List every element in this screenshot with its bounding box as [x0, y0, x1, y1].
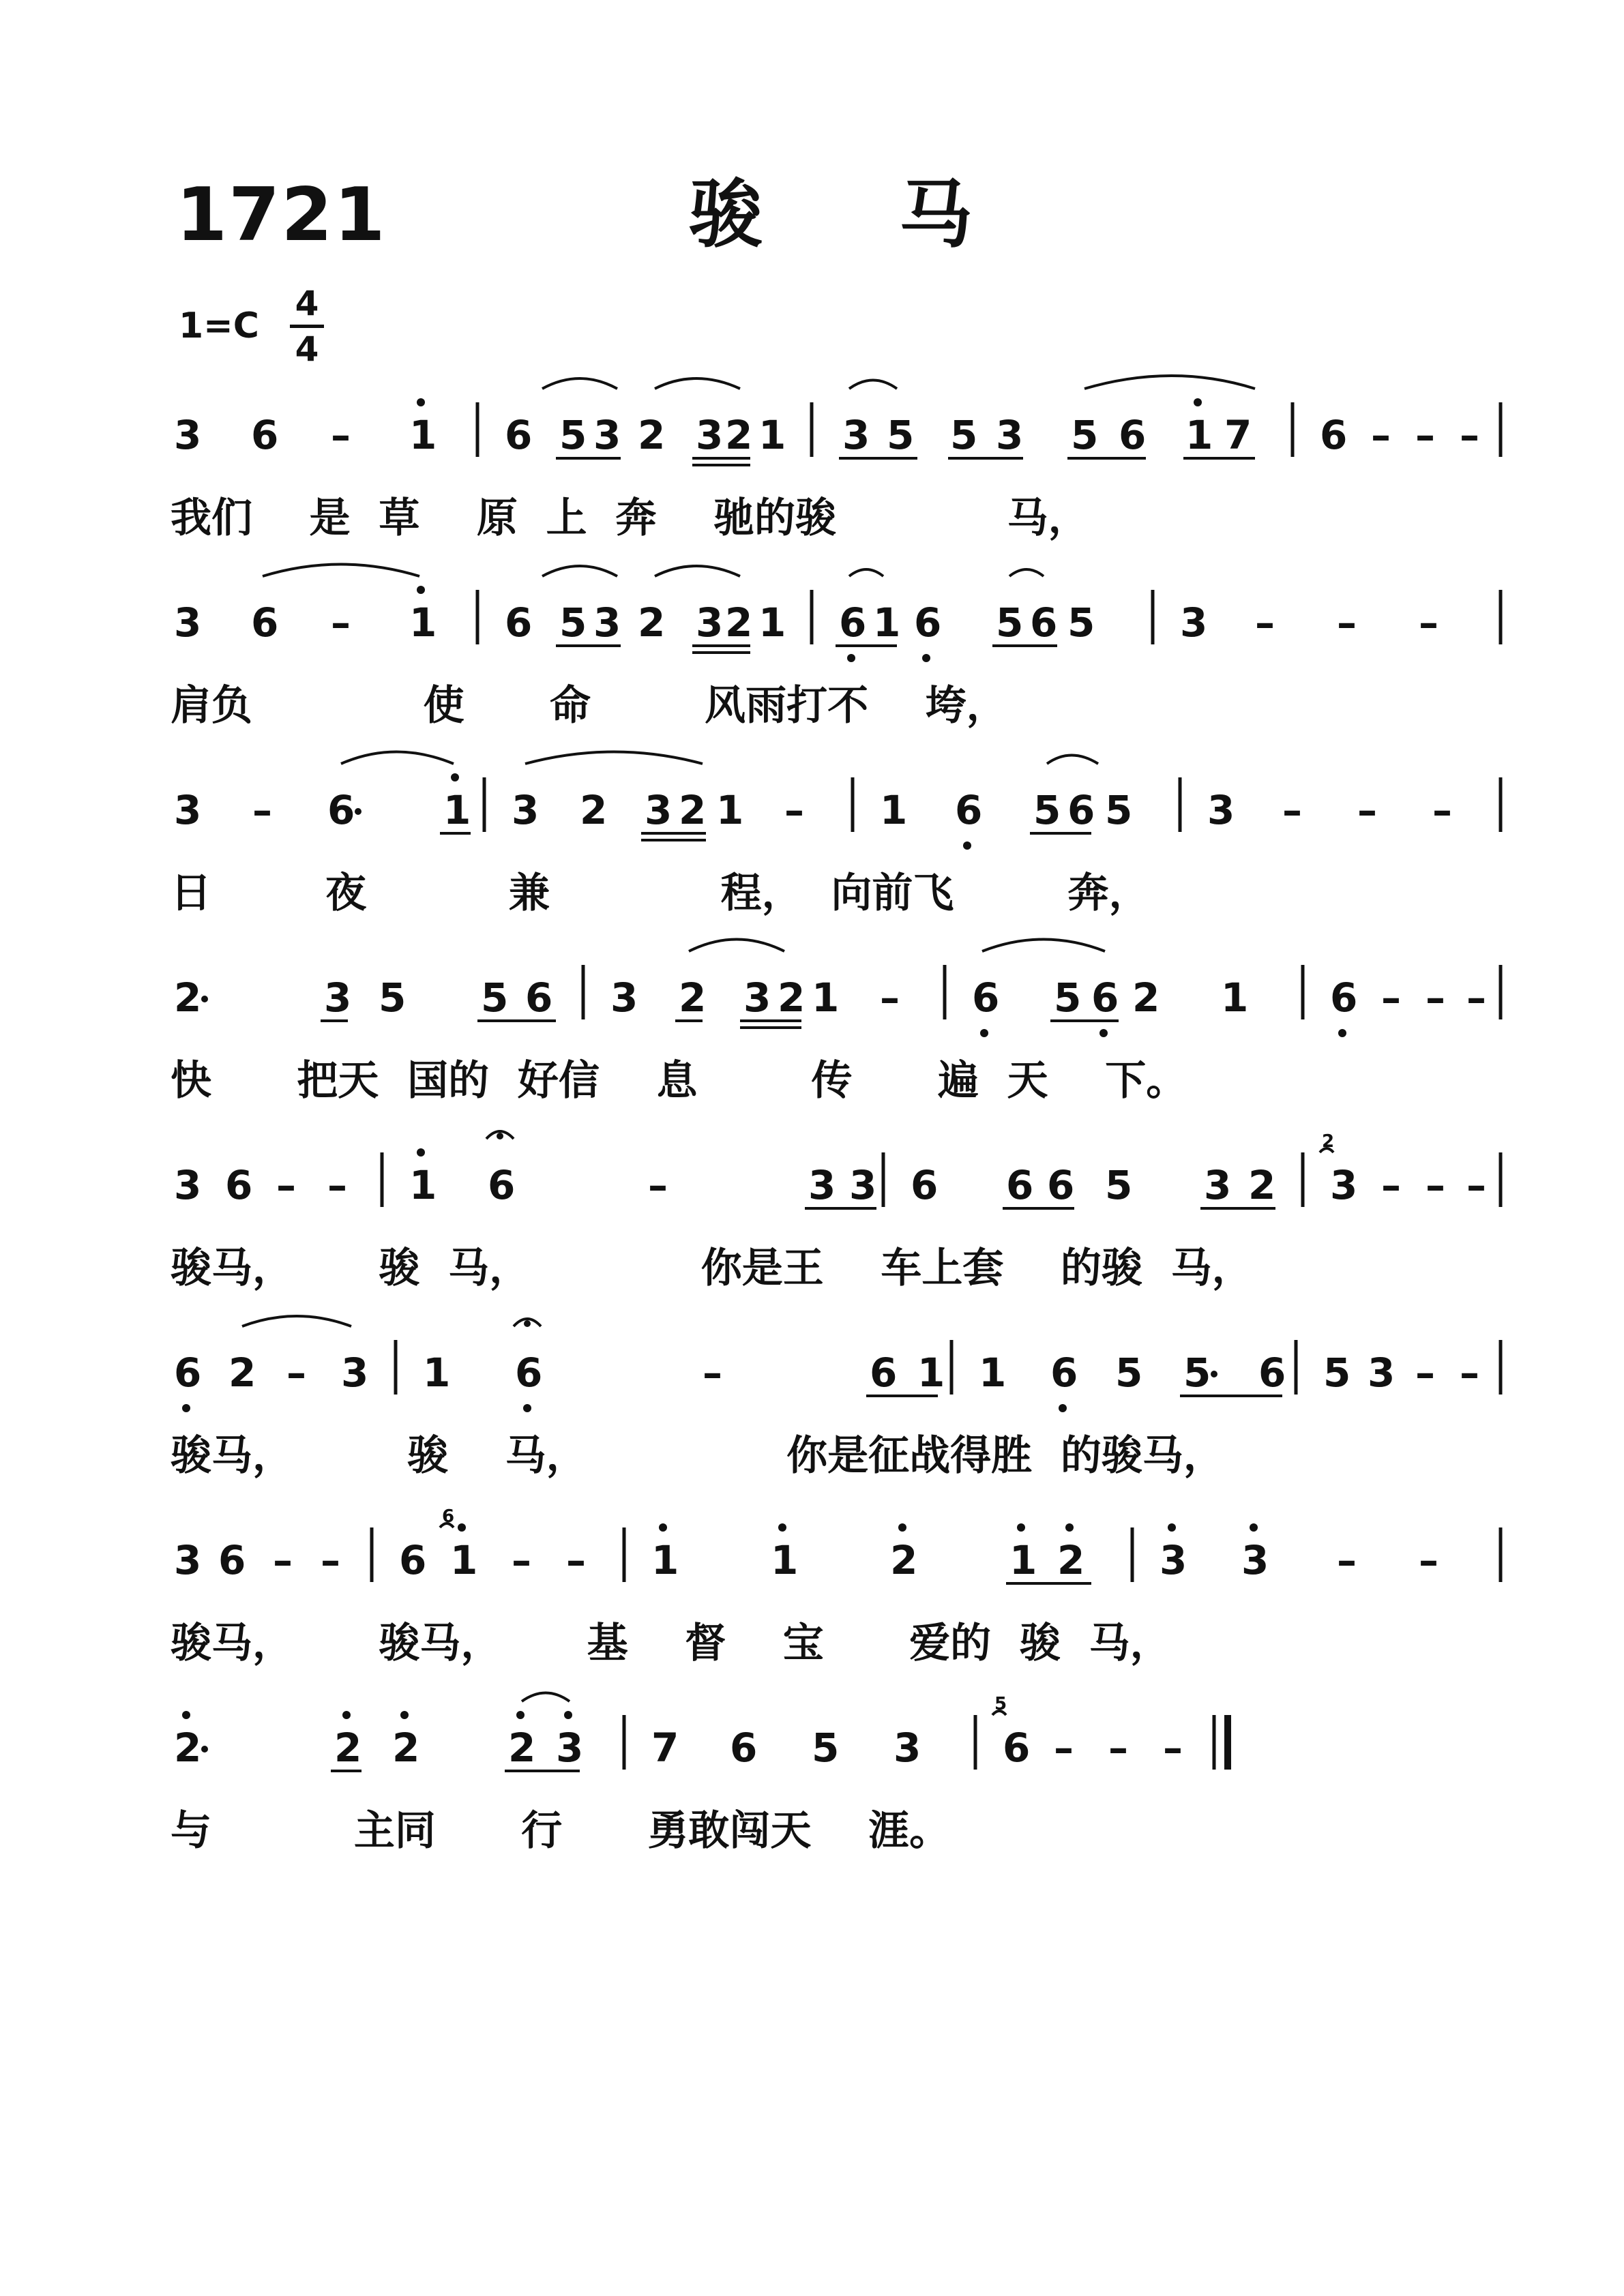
svg-text:–: –: [286, 1350, 306, 1396]
svg-text:6: 6: [1050, 1350, 1078, 1396]
svg-text:6: 6: [1258, 1350, 1286, 1396]
svg-text:6: 6: [515, 1350, 543, 1396]
svg-text:7: 7: [651, 1725, 679, 1771]
svg-text:3: 3: [645, 787, 673, 833]
svg-text:–: –: [1426, 1162, 1445, 1208]
svg-text:3: 3: [696, 412, 724, 458]
svg-text:3: 3: [1368, 1350, 1396, 1396]
svg-text:2: 2: [679, 787, 707, 833]
svg-text:2: 2: [508, 1725, 536, 1771]
svg-text:5: 5: [812, 1725, 840, 1771]
svg-text:3: 3: [1160, 1537, 1187, 1583]
svg-text:2: 2: [890, 1537, 918, 1583]
svg-text:5: 5: [996, 599, 1024, 646]
svg-text:3: 3: [174, 787, 202, 833]
svg-text:1: 1: [409, 599, 437, 646]
svg-text:6: 6: [1119, 412, 1147, 458]
svg-text:6: 6: [174, 1350, 202, 1396]
svg-text:5: 5: [1115, 1350, 1143, 1396]
svg-text:5: 5: [887, 412, 915, 458]
notation-line-5: [0, 1118, 1624, 1248]
lyric-line-1: 我们 是 草 原 上 奔 驰的骏 马，: [171, 494, 1089, 542]
svg-text:1: 1: [873, 599, 901, 646]
svg-text:1: 1: [1009, 1537, 1037, 1583]
svg-text:3: 3: [1241, 1537, 1269, 1583]
svg-text:6: 6: [225, 1162, 253, 1208]
svg-text:–: –: [703, 1350, 722, 1396]
svg-text:6: 6: [1030, 599, 1058, 646]
svg-text:6: 6: [488, 1162, 516, 1208]
svg-text:5: 5: [994, 1694, 1007, 1714]
lyric-line-8: 与 主同 行 勇敢闯天 涯。: [171, 1807, 951, 1855]
svg-text:2: 2: [725, 412, 753, 458]
svg-text:–: –: [1282, 787, 1302, 833]
svg-text:5: 5: [950, 412, 978, 458]
svg-text:3: 3: [610, 974, 638, 1021]
svg-text:–: –: [1108, 1725, 1128, 1771]
key-signature: 1=C: [179, 305, 259, 346]
svg-text:5: 5: [1105, 1162, 1133, 1208]
svg-text:–: –: [1381, 1162, 1401, 1208]
time-signature-bar: [290, 325, 324, 328]
notation-line-2: [0, 556, 1624, 685]
svg-text:6: 6: [251, 412, 279, 458]
lyric-line-4: 快 把天 国的 好信 息 传 遍 天 下。: [171, 1057, 1187, 1105]
svg-text:6: 6: [972, 974, 1000, 1021]
svg-text:3: 3: [894, 1725, 921, 1771]
svg-text:3: 3: [808, 1162, 836, 1208]
svg-text:–: –: [566, 1537, 586, 1583]
svg-text:2: 2: [334, 1725, 362, 1771]
svg-text:6: 6: [1003, 1725, 1031, 1771]
time-signature-top: 4: [295, 284, 319, 323]
svg-text:3: 3: [1204, 1162, 1232, 1208]
svg-text:6: 6: [1006, 1162, 1034, 1208]
svg-text:2: 2: [1132, 974, 1160, 1021]
svg-text:1: 1: [771, 1537, 799, 1583]
svg-text:1: 1: [880, 787, 908, 833]
notation-line-6: [0, 1306, 1624, 1435]
lyric-line-6: 骏马， 骏 马， 你是征战得胜 的骏马，: [171, 1432, 1224, 1480]
svg-text:6: 6: [955, 787, 983, 833]
svg-text:1: 1: [917, 1350, 945, 1396]
svg-text:6: 6: [1330, 974, 1358, 1021]
svg-text:–: –: [1466, 1162, 1486, 1208]
svg-text:–: –: [1337, 1537, 1357, 1583]
svg-text:1: 1: [1185, 412, 1213, 458]
svg-text:6: 6: [1320, 412, 1348, 458]
svg-text:6: 6: [911, 1162, 939, 1208]
svg-text:5: 5: [559, 412, 587, 458]
svg-text:–: –: [648, 1162, 668, 1208]
svg-text:5: 5: [1033, 787, 1061, 833]
svg-text:–: –: [321, 1537, 340, 1583]
svg-text:2: 2: [1248, 1162, 1276, 1208]
time-signature: [290, 284, 324, 369]
notation-line-3: [0, 743, 1624, 873]
svg-text:3: 3: [1330, 1162, 1358, 1208]
svg-text:–: –: [1419, 599, 1438, 646]
svg-text:2: 2: [638, 599, 666, 646]
svg-text:–: –: [1381, 974, 1401, 1021]
svg-text:3: 3: [996, 412, 1024, 458]
lyric-line-7: 骏马， 骏马， 基 督 宝 爱的 骏 马，: [171, 1620, 1171, 1667]
svg-text:2: 2: [174, 1725, 202, 1771]
svg-text:–: –: [1163, 1725, 1183, 1771]
svg-text:1: 1: [979, 1350, 1007, 1396]
svg-text:–: –: [1426, 974, 1445, 1021]
svg-text:6: 6: [218, 1537, 246, 1583]
svg-text:–: –: [1460, 1350, 1479, 1396]
svg-text:3: 3: [324, 974, 352, 1021]
svg-text:3: 3: [174, 1162, 202, 1208]
svg-text:2: 2: [1057, 1537, 1085, 1583]
svg-text:2: 2: [392, 1725, 420, 1771]
svg-text:–: –: [512, 1537, 531, 1583]
svg-text:6: 6: [870, 1350, 898, 1396]
svg-text:6: 6: [442, 1506, 455, 1527]
svg-text:3: 3: [174, 412, 202, 458]
notation-line-4: [0, 931, 1624, 1060]
svg-text:3: 3: [1180, 599, 1208, 646]
svg-text:3: 3: [174, 1537, 202, 1583]
svg-text:6: 6: [505, 599, 533, 646]
svg-text:3: 3: [512, 787, 540, 833]
svg-text:–: –: [784, 787, 804, 833]
svg-text:6: 6: [839, 599, 867, 646]
svg-text:–: –: [1371, 412, 1391, 458]
svg-text:–: –: [252, 787, 272, 833]
svg-text:–: –: [273, 1537, 293, 1583]
svg-text:–: –: [276, 1162, 296, 1208]
svg-text:1: 1: [758, 412, 786, 458]
svg-text:7: 7: [1224, 412, 1252, 458]
svg-text:–: –: [1415, 1350, 1435, 1396]
svg-text:6: 6: [914, 599, 942, 646]
svg-text:–: –: [327, 1162, 347, 1208]
svg-text:2: 2: [174, 974, 202, 1021]
time-signature-bottom: 4: [295, 329, 319, 369]
svg-text:1: 1: [812, 974, 840, 1021]
svg-text:6: 6: [1067, 787, 1095, 833]
svg-text:–: –: [880, 974, 900, 1021]
svg-text:3: 3: [556, 1725, 584, 1771]
svg-text:5: 5: [481, 974, 509, 1021]
svg-text:–: –: [1337, 599, 1357, 646]
svg-text:1: 1: [409, 412, 437, 458]
svg-text:5: 5: [1054, 974, 1082, 1021]
svg-text:5: 5: [379, 974, 407, 1021]
svg-text:6: 6: [1091, 974, 1119, 1021]
svg-text:–: –: [1460, 412, 1479, 458]
svg-text:–: –: [1466, 974, 1486, 1021]
svg-text:2: 2: [638, 412, 666, 458]
svg-text:1: 1: [443, 787, 471, 833]
svg-text:2: 2: [1322, 1131, 1335, 1152]
svg-text:6: 6: [399, 1537, 427, 1583]
svg-text:6: 6: [1047, 1162, 1075, 1208]
lyric-line-5: 骏马， 骏 马， 你是王 车上套 的骏 马，: [171, 1244, 1253, 1292]
svg-text:5: 5: [1183, 1350, 1211, 1396]
notation-line-1: [0, 368, 1624, 498]
svg-text:1: 1: [1221, 974, 1249, 1021]
svg-text:–: –: [1054, 1725, 1074, 1771]
svg-text:6: 6: [327, 787, 355, 833]
svg-text:1: 1: [423, 1350, 451, 1396]
svg-text:3: 3: [849, 1162, 877, 1208]
svg-text:5: 5: [1323, 1350, 1351, 1396]
svg-text:3: 3: [593, 412, 621, 458]
svg-text:6: 6: [525, 974, 553, 1021]
svg-text:3: 3: [174, 599, 202, 646]
svg-text:–: –: [1255, 599, 1275, 646]
svg-text:–: –: [1419, 1537, 1438, 1583]
svg-text:–: –: [1432, 787, 1452, 833]
svg-text:3: 3: [593, 599, 621, 646]
svg-text:3: 3: [842, 412, 870, 458]
svg-text:3: 3: [341, 1350, 369, 1396]
song-number: 1721: [176, 173, 387, 258]
svg-text:3: 3: [743, 974, 771, 1021]
lyric-line-3: 日 夜 兼 程， 向前飞 奔，: [171, 869, 1150, 917]
svg-text:2: 2: [679, 974, 707, 1021]
svg-text:2: 2: [580, 787, 608, 833]
svg-text:–: –: [331, 412, 351, 458]
svg-text:6: 6: [251, 599, 279, 646]
svg-text:–: –: [1357, 787, 1377, 833]
svg-text:5: 5: [1067, 599, 1095, 646]
svg-text:6: 6: [730, 1725, 758, 1771]
lyric-line-2: 肩负 使 命 风雨打不 垮，: [171, 682, 1007, 730]
svg-text:5: 5: [1105, 787, 1133, 833]
svg-text:3: 3: [1207, 787, 1235, 833]
svg-text:–: –: [1415, 412, 1435, 458]
svg-text:2: 2: [778, 974, 806, 1021]
svg-text:–: –: [331, 599, 351, 646]
svg-text:1: 1: [651, 1537, 679, 1583]
svg-text:1: 1: [409, 1162, 437, 1208]
notation-line-7: [0, 1493, 1624, 1623]
svg-text:1: 1: [450, 1537, 478, 1583]
svg-text:2: 2: [725, 599, 753, 646]
svg-text:1: 1: [758, 599, 786, 646]
notation-line-8: [0, 1681, 1624, 1810]
svg-text:5: 5: [559, 599, 587, 646]
svg-text:1: 1: [716, 787, 744, 833]
svg-text:2: 2: [228, 1350, 256, 1396]
svg-text:3: 3: [696, 599, 724, 646]
svg-text:6: 6: [505, 412, 533, 458]
svg-text:5: 5: [1071, 412, 1099, 458]
song-title: 骏马: [689, 173, 1110, 258]
